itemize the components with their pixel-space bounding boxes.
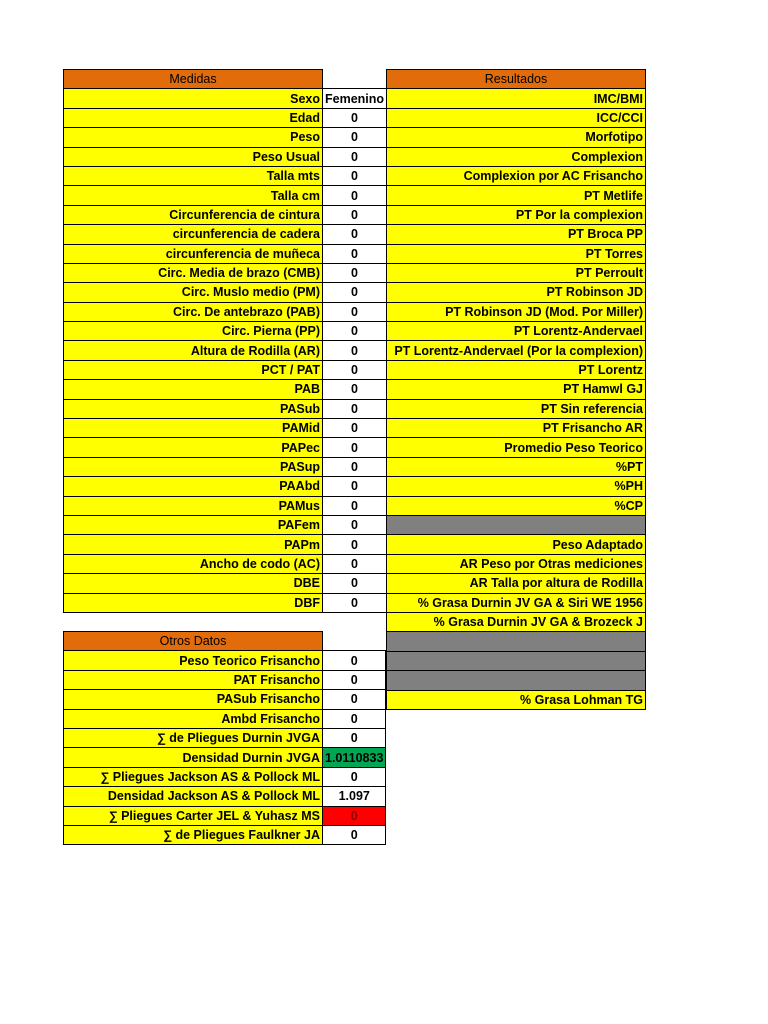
resultados-label-cell[interactable]: AR Peso por Otras mediciones [387, 554, 646, 573]
resultados-row [387, 225, 646, 244]
resultados-label-cell[interactable]: PT Perroult [387, 263, 646, 282]
resultados-label-cell[interactable]: PT Por la complexion [387, 205, 646, 224]
resultados-row [387, 302, 646, 321]
resultados-row [387, 671, 646, 690]
resultados-label-cell[interactable]: PT Torres [387, 244, 646, 263]
medidas-value-cell[interactable]: 0 [323, 283, 387, 302]
resultados-table [386, 69, 646, 710]
resultados-row [387, 205, 646, 224]
otros-label-cell[interactable]: ∑ Pliegues Jackson AS & Pollock ML [64, 767, 323, 786]
resultados-row [387, 322, 646, 341]
otros-value-cell[interactable]: 0 [323, 806, 386, 825]
otros-label-cell[interactable]: Peso Teorico Frisancho [64, 651, 323, 670]
resultados-row [387, 147, 646, 166]
otros-value-cell[interactable]: 0 [323, 825, 386, 844]
resultados-label-cell[interactable]: PT Lorentz [387, 360, 646, 379]
medidas-label-cell[interactable]: PAPm [64, 535, 323, 554]
medidas-row [64, 515, 387, 534]
otros-row [64, 728, 386, 747]
otros-row [64, 690, 386, 709]
resultados-row [387, 244, 646, 263]
medidas-value-cell[interactable]: 0 [323, 263, 387, 282]
medidas-value-cell[interactable]: Femenino [323, 89, 387, 108]
medidas-label-cell[interactable]: Talla mts [64, 166, 323, 185]
medidas-label-cell[interactable]: PCT / PAT [64, 360, 323, 379]
otros-row [64, 651, 386, 670]
resultados-row [387, 283, 646, 302]
resultados-label-cell[interactable]: ICC/CCI [387, 108, 646, 127]
otros-label-cell[interactable]: ∑ Pliegues Carter JEL & Yuhasz MS [64, 806, 323, 825]
medidas-label-cell[interactable]: Ancho de codo (AC) [64, 554, 323, 573]
medidas-row [64, 496, 387, 515]
medidas-value-cell[interactable]: 0 [323, 225, 387, 244]
medidas-row [64, 554, 387, 573]
otros-row [64, 748, 386, 767]
resultados-row [387, 593, 646, 612]
medidas-value-cell[interactable]: 0 [323, 457, 387, 476]
otros-body [64, 632, 386, 845]
otros-value-cell[interactable]: 0 [323, 767, 386, 786]
medidas-label-cell[interactable]: PAMid [64, 419, 323, 438]
resultados-blank-cell[interactable] [387, 632, 646, 651]
resultados-row [387, 89, 646, 108]
medidas-label-cell[interactable]: Peso Usual [64, 147, 323, 166]
medidas-label-cell[interactable]: Circ. Media de brazo (CMB) [64, 263, 323, 282]
resultados-row [387, 263, 646, 282]
resultados-label-cell[interactable]: % Grasa Durnin JV GA & Brozeck J [387, 612, 646, 631]
medidas-value-cell[interactable]: 0 [323, 554, 387, 573]
resultados-label-cell[interactable]: PT Robinson JD (Mod. Por Miller) [387, 302, 646, 321]
resultados-label-cell[interactable]: PT Broca PP [387, 225, 646, 244]
otros-header-row [64, 632, 386, 651]
medidas-value-cell[interactable]: 0 [323, 438, 387, 457]
otros-row [64, 806, 386, 825]
resultados-row [387, 651, 646, 670]
medidas-row [64, 147, 387, 166]
otros-value-cell[interactable]: 1.097 [323, 787, 386, 806]
resultados-header[interactable]: Resultados [387, 70, 646, 89]
medidas-row [64, 166, 387, 185]
resultados-row [387, 457, 646, 476]
otros-label-cell[interactable]: Densidad Durnin JVGA [64, 748, 323, 767]
otros-label-cell[interactable]: ∑ de Pliegues Faulkner JA [64, 825, 323, 844]
medidas-value-cell[interactable]: 0 [323, 360, 387, 379]
medidas-row [64, 128, 387, 147]
resultados-body [387, 70, 646, 710]
medidas-value-cell[interactable]: 0 [323, 128, 387, 147]
medidas-row [64, 108, 387, 127]
medidas-row [64, 225, 387, 244]
medidas-row [64, 380, 387, 399]
resultados-row [387, 399, 646, 418]
medidas-value-cell[interactable]: 0 [323, 380, 387, 399]
otros-row [64, 787, 386, 806]
medidas-value-cell[interactable]: 0 [323, 341, 387, 360]
medidas-label-cell[interactable]: Peso [64, 128, 323, 147]
medidas-value-cell[interactable]: 0 [323, 419, 387, 438]
otros-value-cell[interactable]: 0 [323, 728, 386, 747]
medidas-row [64, 205, 387, 224]
otros-value-cell[interactable]: 1.0110833 [323, 748, 386, 767]
medidas-row [64, 186, 387, 205]
resultados-row [387, 632, 646, 651]
medidas-header[interactable]: Medidas [64, 70, 323, 89]
otros-row [64, 767, 386, 786]
resultados-blank-cell[interactable] [387, 671, 646, 690]
medidas-row [64, 89, 387, 108]
resultados-blank-cell[interactable] [387, 651, 646, 670]
resultados-row [387, 341, 646, 360]
otros-label-cell[interactable]: Ambd Frisancho [64, 709, 323, 728]
medidas-row [64, 322, 387, 341]
resultados-label-cell[interactable]: AR Talla por altura de Rodilla [387, 574, 646, 593]
medidas-value-cell[interactable]: 0 [323, 108, 387, 127]
medidas-label-cell[interactable]: PASup [64, 457, 323, 476]
medidas-header-row [64, 70, 387, 89]
medidas-label-cell[interactable]: PAPec [64, 438, 323, 457]
medidas-label-cell[interactable]: Circ. De antebrazo (PAB) [64, 302, 323, 321]
medidas-row [64, 360, 387, 379]
medidas-value-cell[interactable]: 0 [323, 574, 387, 593]
resultados-label-cell[interactable]: Complexion [387, 147, 646, 166]
resultados-label-cell[interactable]: Morfotipo [387, 128, 646, 147]
resultados-label-cell[interactable]: % Grasa Durnin JV GA & Siri WE 1956 [387, 593, 646, 612]
resultados-blank-cell[interactable] [387, 515, 646, 534]
medidas-value-cell[interactable]: 0 [323, 205, 387, 224]
medidas-value-cell[interactable]: 0 [323, 515, 387, 534]
resultados-row [387, 574, 646, 593]
medidas-row [64, 244, 387, 263]
medidas-label-cell[interactable]: Talla cm [64, 186, 323, 205]
resultados-row [387, 438, 646, 457]
medidas-value-cell[interactable]: 0 [323, 322, 387, 341]
resultados-label-cell[interactable]: PT Frisancho AR [387, 419, 646, 438]
medidas-label-cell[interactable]: Circ. Pierna (PP) [64, 322, 323, 341]
resultados-label-cell[interactable]: PT Sin referencia [387, 399, 646, 418]
otros-datos-table [63, 631, 386, 845]
medidas-row [64, 341, 387, 360]
medidas-label-cell[interactable]: PAMus [64, 496, 323, 515]
resultados-label-cell[interactable]: %PT [387, 457, 646, 476]
medidas-label-cell[interactable]: Circ. Muslo medio (PM) [64, 283, 323, 302]
resultados-row [387, 496, 646, 515]
resultados-label-cell[interactable]: PT Metlife [387, 186, 646, 205]
resultados-label-cell[interactable]: Promedio Peso Teorico [387, 438, 646, 457]
medidas-label-cell[interactable]: circunferencia de cadera [64, 225, 323, 244]
otros-value-cell[interactable]: 0 [323, 690, 386, 709]
medidas-label-cell[interactable]: Sexo [64, 89, 323, 108]
resultados-row [387, 612, 646, 631]
medidas-label-cell[interactable]: PAAbd [64, 477, 323, 496]
resultados-row [387, 419, 646, 438]
resultados-row [387, 477, 646, 496]
medidas-value-cell[interactable]: 0 [323, 147, 387, 166]
otros-row [64, 670, 386, 689]
medidas-value-cell[interactable]: 0 [323, 302, 387, 321]
medidas-value-cell[interactable]: 0 [323, 496, 387, 515]
medidas-row [64, 438, 387, 457]
otros-header[interactable]: Otros Datos [64, 632, 323, 651]
medidas-row [64, 457, 387, 476]
otros-label-cell[interactable]: ∑ de Pliegues Durnin JVGA [64, 728, 323, 747]
medidas-label-cell[interactable]: PASub [64, 399, 323, 418]
otros-label-cell[interactable]: Densidad Jackson AS & Pollock ML [64, 787, 323, 806]
resultados-label-cell[interactable]: PT Lorentz-Andervael (Por la complexion) [387, 341, 646, 360]
empty-cell[interactable] [323, 632, 386, 651]
medidas-row [64, 535, 387, 554]
resultados-label-cell[interactable]: % Grasa Lohman TG [387, 690, 646, 709]
medidas-label-cell[interactable]: PAFem [64, 515, 323, 534]
medidas-row [64, 477, 387, 496]
resultados-row [387, 108, 646, 127]
otros-row [64, 709, 386, 728]
otros-value-cell[interactable]: 0 [323, 651, 386, 670]
medidas-value-cell[interactable]: 0 [323, 535, 387, 554]
medidas-value-cell[interactable]: 0 [323, 399, 387, 418]
medidas-label-cell[interactable]: PAB [64, 380, 323, 399]
resultados-label-cell[interactable]: IMC/BMI [387, 89, 646, 108]
otros-value-cell[interactable]: 0 [323, 670, 386, 689]
resultados-label-cell[interactable]: Peso Adaptado [387, 535, 646, 554]
resultados-label-cell[interactable]: PT Robinson JD [387, 283, 646, 302]
medidas-table [63, 69, 387, 613]
medidas-row [64, 263, 387, 282]
otros-label-cell[interactable]: PASub Frisancho [64, 690, 323, 709]
empty-cell[interactable] [323, 70, 387, 89]
medidas-label-cell[interactable]: circunferencia de muñeca [64, 244, 323, 263]
medidas-value-cell[interactable]: 0 [323, 186, 387, 205]
resultados-row [387, 128, 646, 147]
medidas-label-cell[interactable]: DBF [64, 593, 323, 612]
resultados-label-cell[interactable]: PT Hamwl GJ [387, 380, 646, 399]
resultados-row [387, 380, 646, 399]
medidas-value-cell[interactable]: 0 [323, 244, 387, 263]
medidas-value-cell[interactable]: 0 [323, 477, 387, 496]
resultados-row [387, 690, 646, 709]
resultados-label-cell[interactable]: Complexion por AC Frisancho [387, 166, 646, 185]
medidas-row [64, 283, 387, 302]
resultados-header-row [387, 70, 646, 89]
otros-value-cell[interactable]: 0 [323, 709, 386, 728]
resultados-row [387, 166, 646, 185]
medidas-row [64, 399, 387, 418]
resultados-row [387, 554, 646, 573]
medidas-row [64, 419, 387, 438]
otros-label-cell[interactable]: PAT Frisancho [64, 670, 323, 689]
resultados-label-cell[interactable]: %PH [387, 477, 646, 496]
medidas-label-cell[interactable]: Circunferencia de cintura [64, 205, 323, 224]
medidas-label-cell[interactable]: Edad [64, 108, 323, 127]
medidas-label-cell[interactable]: DBE [64, 574, 323, 593]
medidas-body [64, 70, 387, 613]
resultados-label-cell[interactable]: PT Lorentz-Andervael [387, 322, 646, 341]
medidas-value-cell[interactable]: 0 [323, 166, 387, 185]
medidas-row [64, 302, 387, 321]
resultados-row [387, 360, 646, 379]
medidas-row [64, 574, 387, 593]
resultados-row [387, 515, 646, 534]
otros-row [64, 825, 386, 844]
medidas-label-cell[interactable]: Altura de Rodilla (AR) [64, 341, 323, 360]
medidas-value-cell[interactable]: 0 [323, 593, 387, 612]
medidas-row [64, 593, 387, 612]
resultados-row [387, 535, 646, 554]
resultados-label-cell[interactable]: %CP [387, 496, 646, 515]
resultados-row [387, 186, 646, 205]
